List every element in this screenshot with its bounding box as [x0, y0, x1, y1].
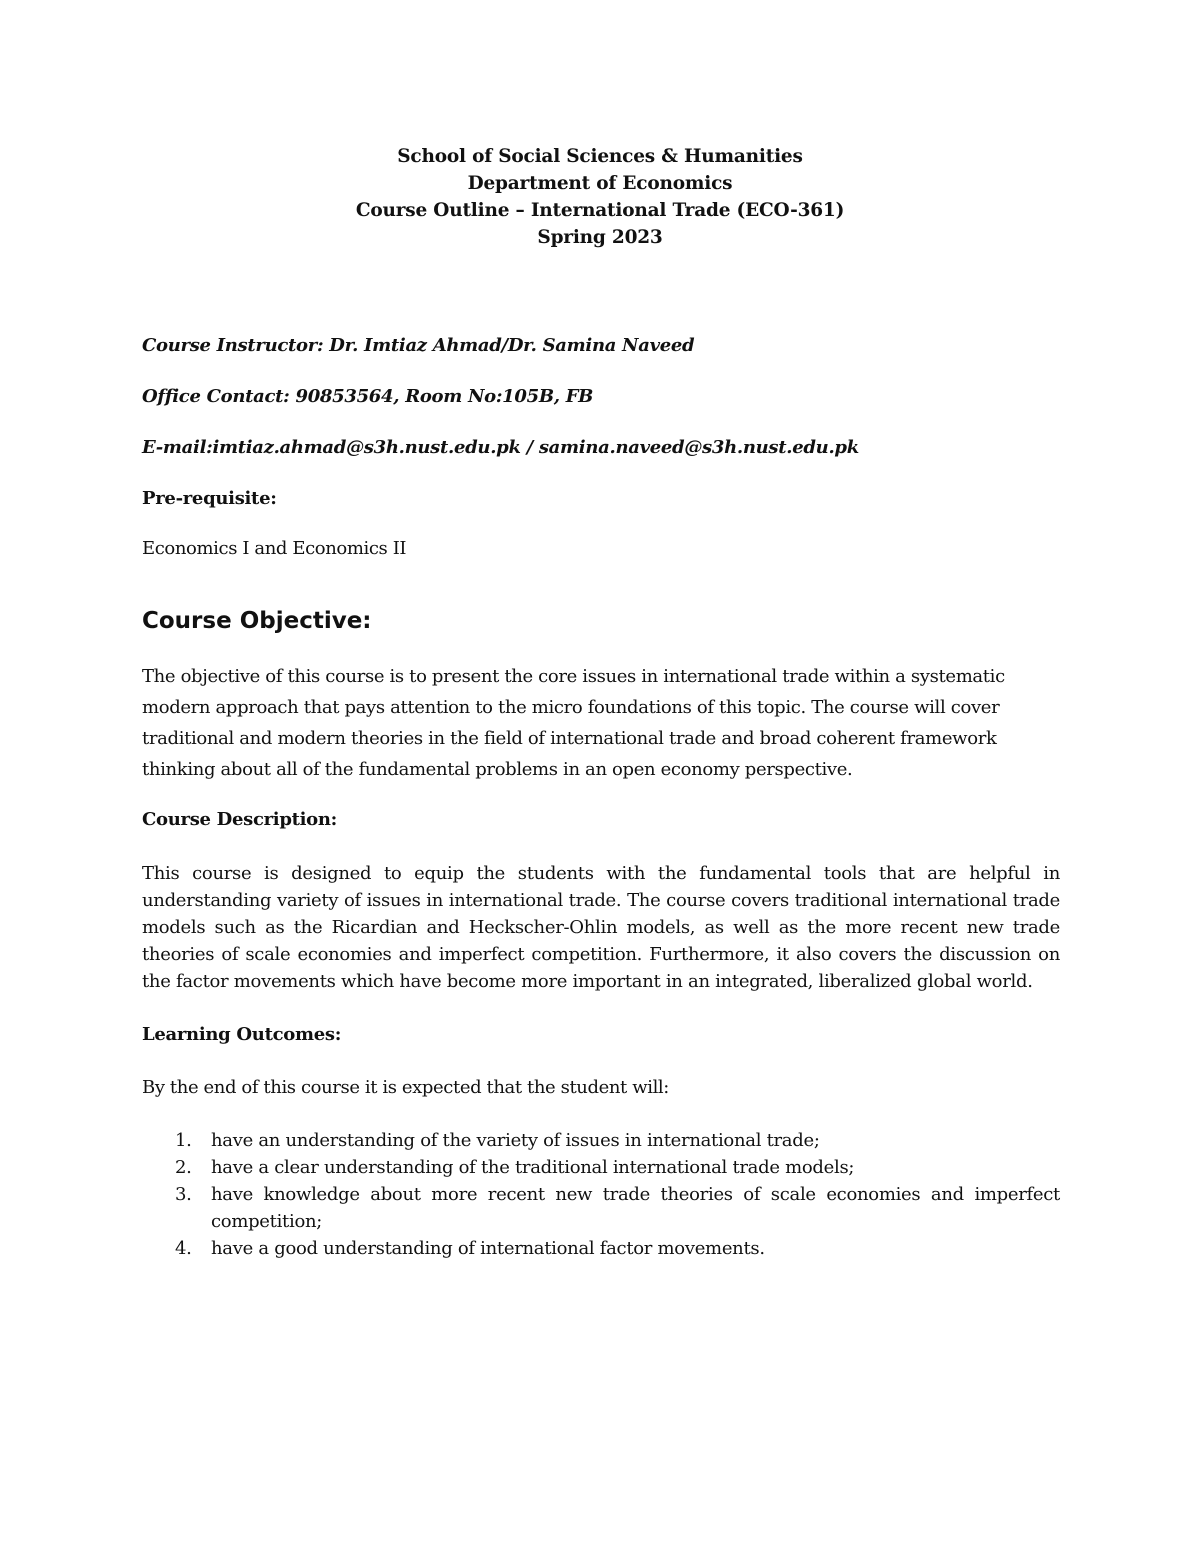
email-contact: E-mail:imtiaz.ahmad@s3h.nust.edu.pk / samina.naveed@s3h.nust.edu.pk [142, 437, 859, 458]
outcome-item [142, 1181, 1060, 1235]
outcome-number: 3. [175, 1184, 192, 1205]
outcome-item [142, 1235, 1060, 1262]
document-body [142, 333, 1060, 1262]
school-name: School of Social Sciences & Humanities [397, 146, 803, 167]
outcome-text: have a clear understanding of the traditional international trade models; [211, 1157, 855, 1178]
objective-text: The objective of this course is to present the core issues in international trade within a systematic modern approach that pays attention to the micro foundations of this topic. The course will cover traditional and modern theories in the field of international trade and broad coherent framework thinking about all of the fundamental problems in an open economy perspective. [142, 666, 1005, 780]
outcomes-heading: Learning Outcomes: [142, 1024, 342, 1045]
outcomes-intro: By the end of this course it is expected that the student will: [142, 1077, 669, 1098]
office-contact: Office Contact: 90853564, Room No:105B, FB [142, 386, 594, 407]
outcome-number: 4. [175, 1238, 192, 1259]
outcomes-list [142, 1127, 1060, 1262]
document-header [0, 143, 1200, 251]
prerequisite-label: Pre-requisite: [142, 488, 277, 509]
course-title: Course Outline – International Trade (ECO-361) [355, 200, 845, 221]
description-text: This course is designed to equip the students with the fundamental tools that are helpful in understanding variety of issues in international trade. The course covers traditional international trade models such as the Ricardian and Heckscher-Ohlin models, as well as the more recent new trade theories of scale economies and imperfect competition. Furthermore, it also covers the discussion on the factor movements which have become more important in an integrated, liberalized global world. [142, 863, 1060, 992]
description-heading: Course Description: [142, 809, 338, 830]
outcome-number: 2. [175, 1157, 192, 1178]
term: Spring 2023 [537, 227, 663, 248]
department-name: Department of Economics [467, 173, 733, 194]
objective-heading: Course Objective: [142, 608, 372, 634]
prerequisite-value: Economics I and Economics II [142, 538, 407, 559]
course-instructor: Course Instructor: Dr. Imtiaz Ahmad/Dr. Samina Naveed [142, 335, 695, 356]
outcome-text: have an understanding of the variety of issues in international trade; [211, 1130, 820, 1151]
outcome-item [142, 1127, 1060, 1154]
outcome-text: have knowledge about more recent new trade theories of scale economies and imperfect competition; [211, 1184, 1060, 1232]
outcome-text: have a good understanding of international factor movements. [211, 1238, 765, 1259]
outcome-number: 1. [175, 1130, 192, 1151]
outcome-item [142, 1154, 1060, 1181]
